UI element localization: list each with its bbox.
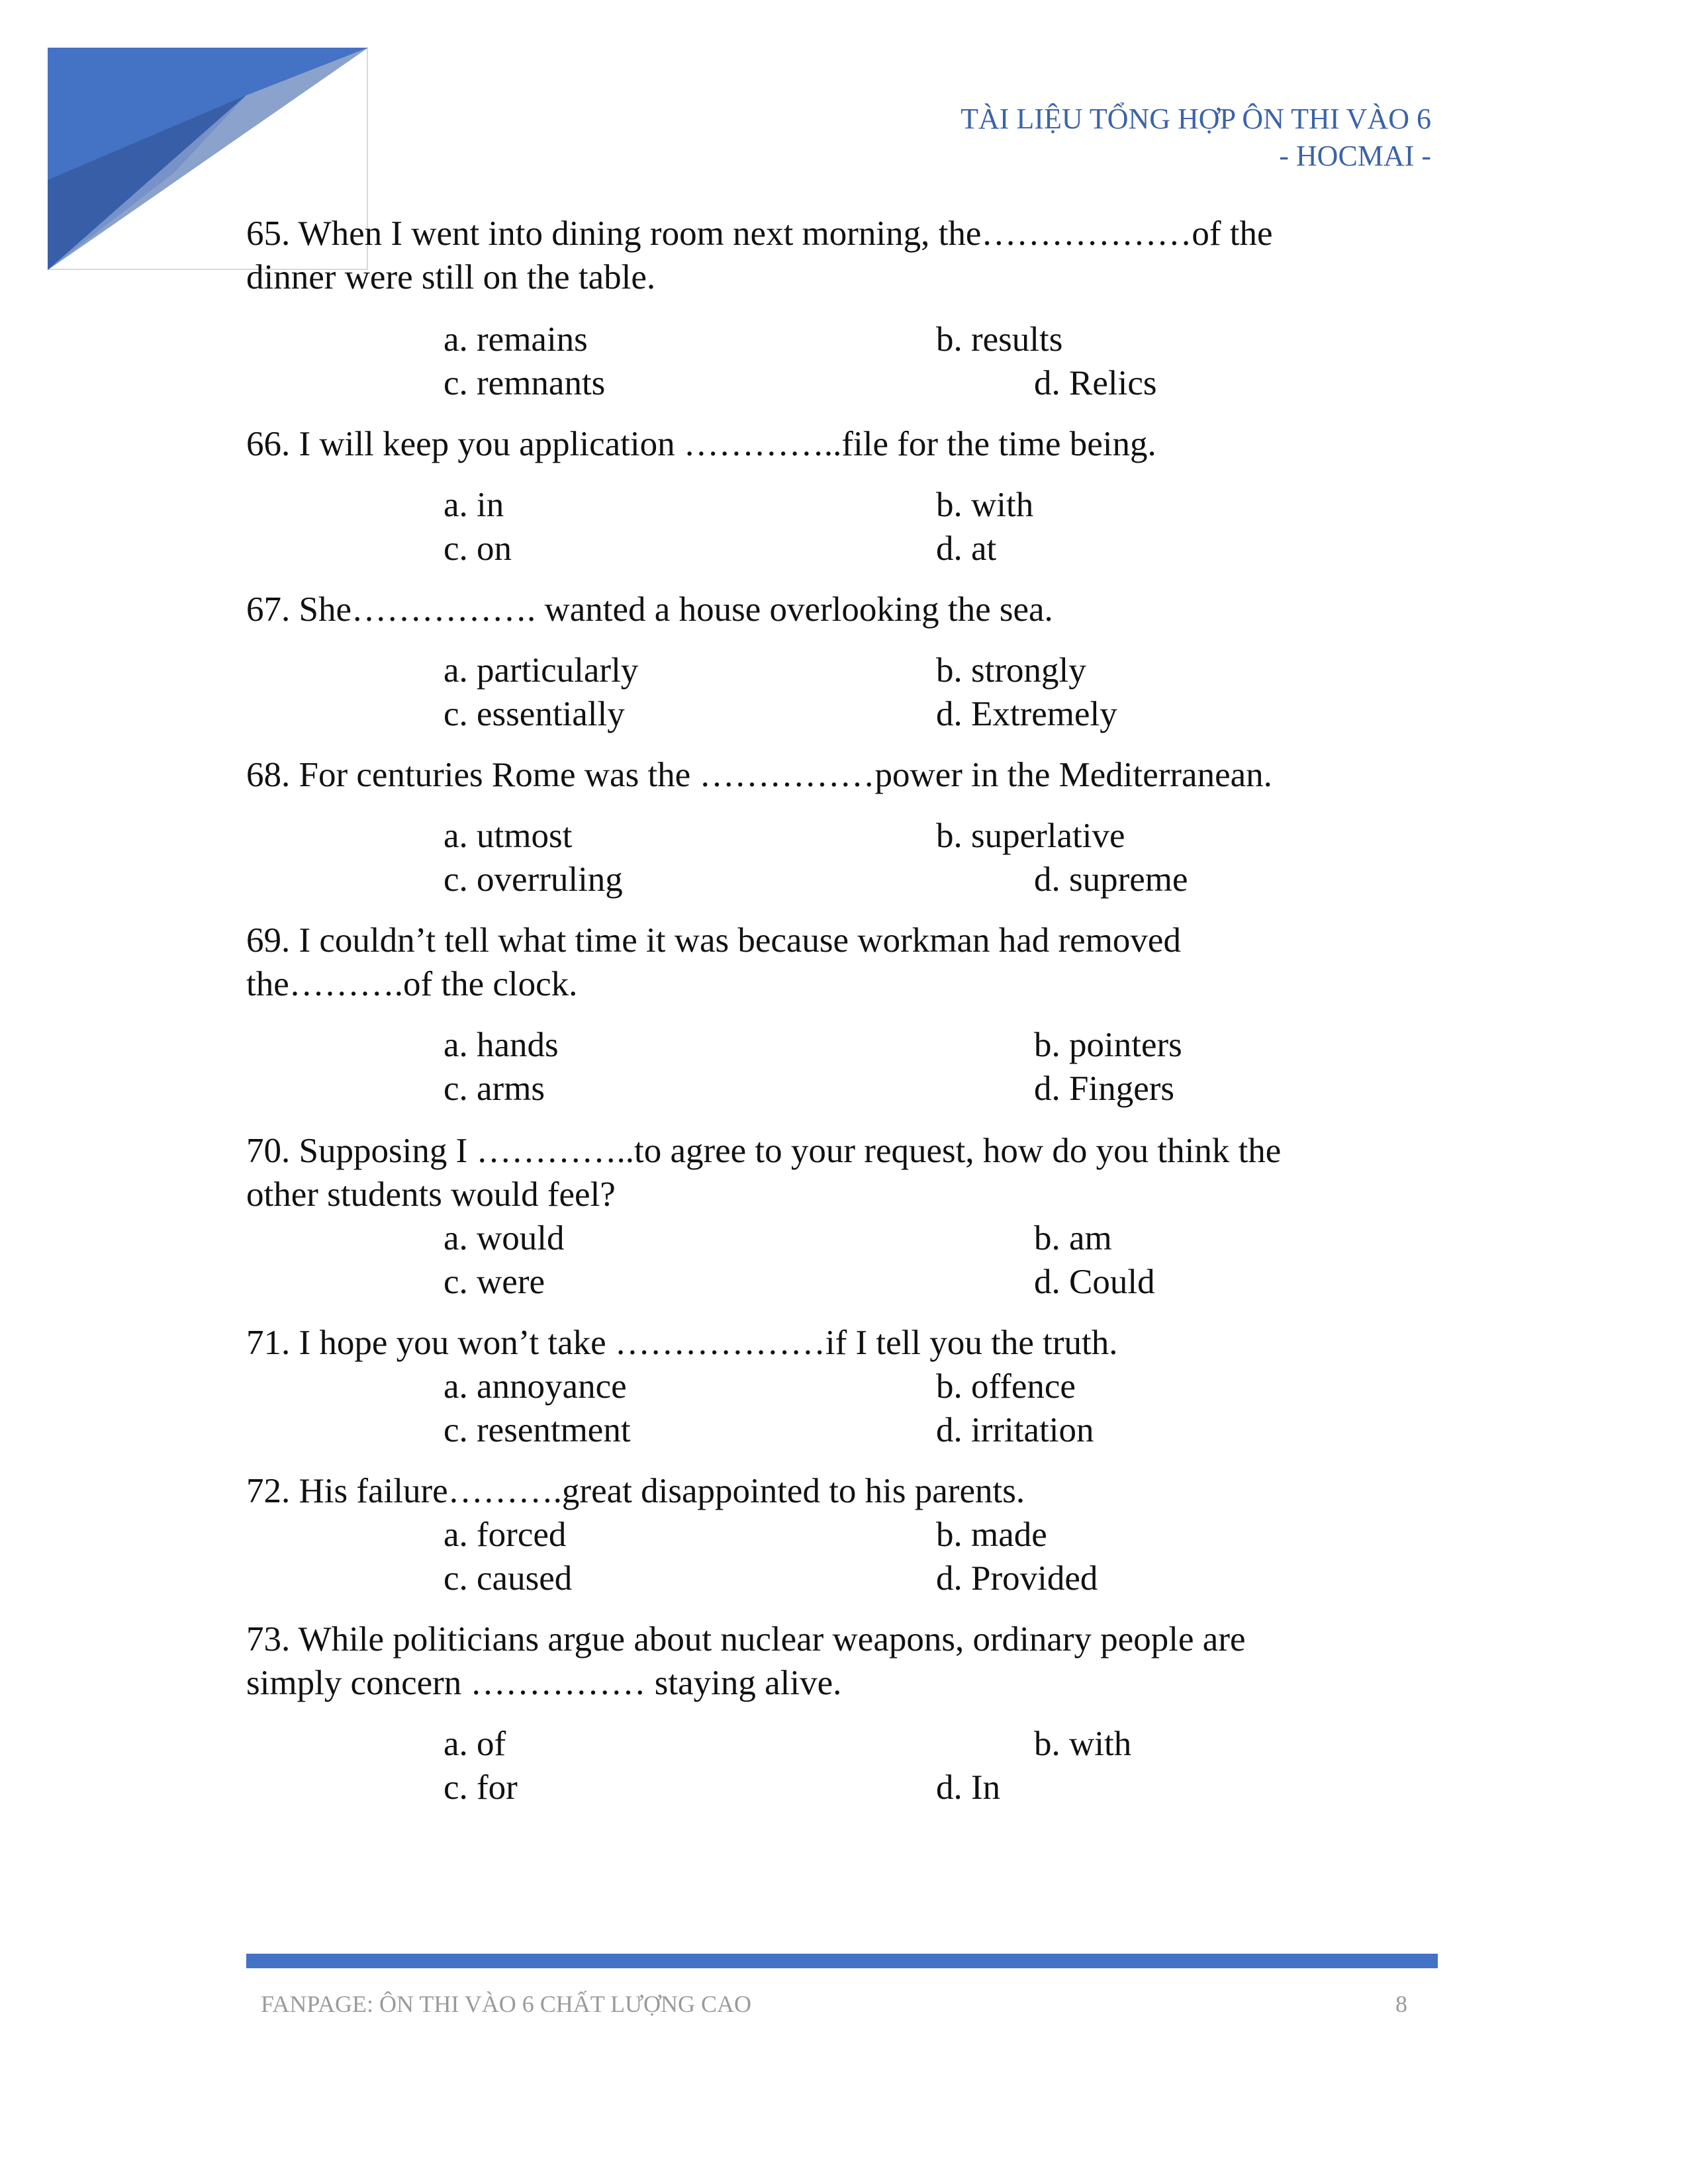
option-a: a. hands [444, 1026, 559, 1064]
option-d: d. Relics [1034, 364, 1157, 402]
option-b: b. superlative [936, 817, 1125, 855]
page-number: 8 [1395, 1991, 1407, 2017]
option-a: a. annoyance [444, 1367, 627, 1406]
option-c: c. essentially [444, 695, 625, 733]
option-b: b. with [1034, 1725, 1132, 1763]
option-d: d. at [936, 529, 997, 568]
option-b: b. strongly [936, 651, 1086, 690]
question-text: dinner were still on the table. [246, 258, 656, 296]
option-b: b. results [936, 320, 1063, 359]
option-d: d. irritation [936, 1411, 1094, 1449]
header-subtitle: - HOCMAI - [1279, 140, 1431, 172]
question-text: 72. His failure……….great disappointed to his parents. [246, 1472, 1025, 1510]
question-73 [246, 1617, 1438, 1705]
option-a: a. utmost [444, 817, 573, 855]
option-c: c. on [444, 529, 512, 568]
question-text: the……….of the clock. [246, 965, 578, 1003]
question-text: 65. When I went into dining room next morning, the………………of the [246, 214, 1273, 253]
option-c: c. remnants [444, 364, 606, 402]
option-a: a. in [444, 486, 504, 524]
option-c: c. resentment [444, 1411, 631, 1449]
option-b: b. am [1034, 1219, 1112, 1257]
option-c: c. overruling [444, 860, 623, 899]
option-d: d. Fingers [1034, 1069, 1174, 1108]
question-text: simply concern …………… staying alive. [246, 1664, 842, 1702]
question-70 [246, 1129, 1438, 1216]
option-c: c. caused [444, 1559, 573, 1598]
option-d: d. Extremely [936, 695, 1117, 733]
option-d: d. supreme [1034, 860, 1188, 899]
option-b: b. pointers [1034, 1026, 1182, 1064]
option-a: a. of [444, 1725, 506, 1763]
question-text: 67. She……………. wanted a house overlooking the sea. [246, 590, 1053, 629]
question-text: 68. For centuries Rome was the ……………power in the Mediterranean. [246, 756, 1272, 794]
option-b: b. made [936, 1516, 1047, 1554]
question-65 [246, 212, 1438, 299]
question-71 [246, 1321, 1438, 1365]
question-66 [246, 422, 1438, 466]
question-text: 71. I hope you won’t take ………………if I tell you the truth. [246, 1324, 1118, 1362]
option-a: a. remains [444, 320, 588, 359]
option-d: d. Could [1034, 1263, 1155, 1301]
question-68 [246, 753, 1438, 797]
option-b: b. with [936, 486, 1034, 524]
option-d: d. In [936, 1768, 1001, 1807]
footer-rule [246, 1954, 1438, 1968]
question-69 [246, 919, 1438, 1006]
question-text: 70. Supposing I …………..to agree to your request, how do you think the [246, 1132, 1282, 1170]
footer-fanpage: FANPAGE: ÔN THI VÀO 6 CHẤT LƯỢNG CAO [261, 1991, 751, 2017]
option-a: a. forced [444, 1516, 567, 1554]
option-c: c. arms [444, 1069, 545, 1108]
question-text: 73. While politicians argue about nuclear weapons, ordinary people are [246, 1620, 1246, 1659]
question-text: 66. I will keep you application …………..file for the time being. [246, 425, 1156, 463]
question-text: other students would feel? [246, 1175, 616, 1214]
option-a: a. particularly [444, 651, 639, 690]
question-text: 69. I couldn’t tell what time it was because workman had removed [246, 921, 1181, 960]
question-67 [246, 588, 1438, 631]
option-c: c. for [444, 1768, 518, 1807]
question-72 [246, 1469, 1438, 1513]
option-b: b. offence [936, 1367, 1076, 1406]
header-title: TÀI LIỆU TỔNG HỢP ÔN THI VÀO 6 [961, 103, 1431, 135]
option-a: a. would [444, 1219, 565, 1257]
option-d: d. Provided [936, 1559, 1098, 1598]
option-c: c. were [444, 1263, 545, 1301]
